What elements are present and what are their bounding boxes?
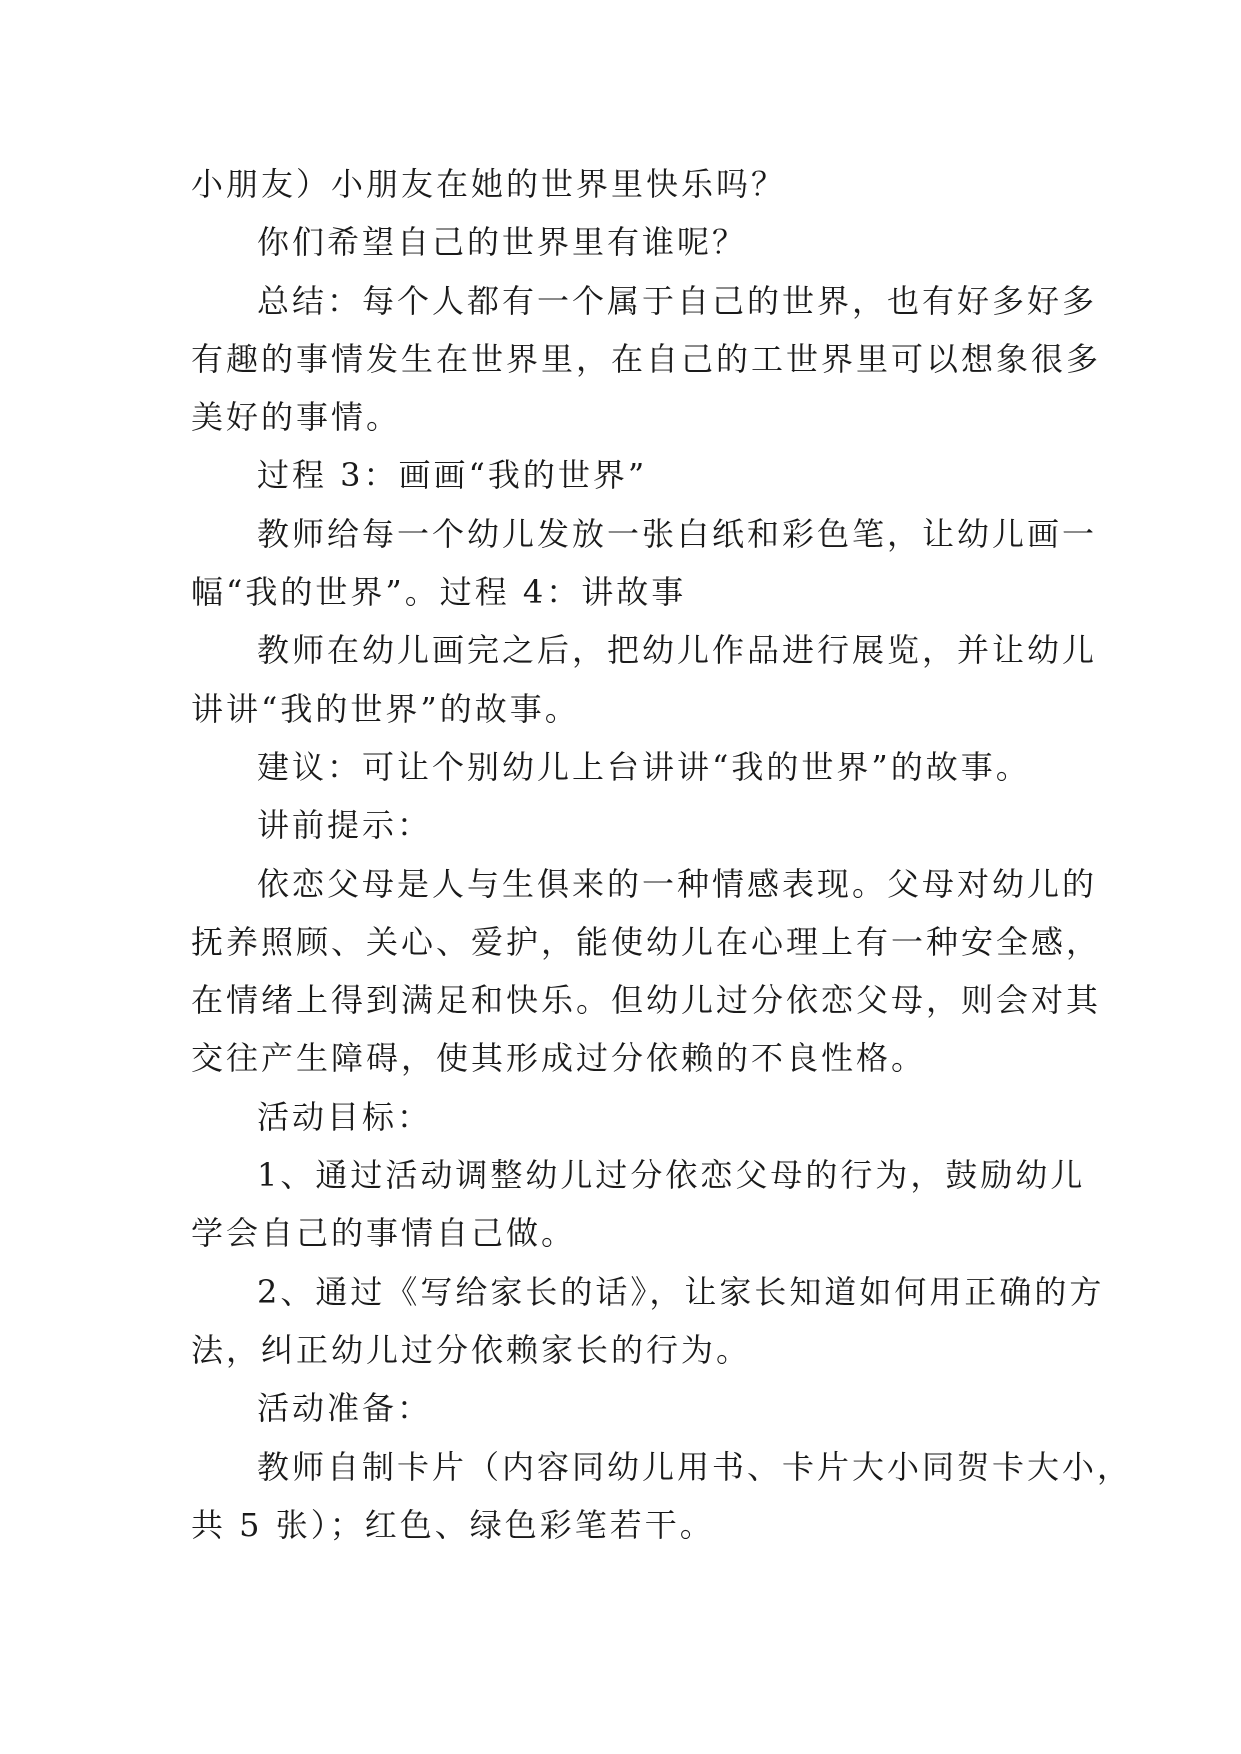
text-line: 教师在幼儿画完之后，把幼儿作品进行展览，并让幼儿: [257, 631, 1098, 670]
text-line: 总结：每个人都有一个属于自己的世界，也有好多好多: [257, 281, 1098, 320]
text-line: 法，纠正幼儿过分依赖家长的行为。: [191, 1330, 752, 1369]
text-line: 共 5 张）；红色、绿色彩笔若干。: [191, 1505, 715, 1544]
section-heading: 活动目标：: [257, 1097, 433, 1136]
text-line: 建议：可让个别幼儿上台讲讲“我的世界”的故事。: [257, 747, 1031, 786]
section-heading: 活动准备：: [257, 1389, 433, 1428]
text-line: 1、通过活动调整幼儿过分依恋父母的行为，鼓励幼儿: [257, 1156, 1086, 1195]
text-line: 教师自制卡片（内容同幼儿用书、卡片大小同贺卡大小，: [257, 1447, 1133, 1486]
document-body: [191, 155, 1133, 1554]
text-line: 幅“我的世界”。过程 4：讲故事: [191, 573, 687, 612]
text-line: 小朋友）小朋友在她的世界里快乐吗？: [191, 165, 787, 203]
section-heading: 过程 3：画画“我的世界”: [257, 456, 648, 495]
text-line: 美好的事情。: [191, 398, 402, 437]
text-line: 教师给每一个幼儿发放一张白纸和彩色笔，让幼儿画一: [257, 514, 1098, 553]
text-line: 抚养照顾、关心、爱护，能使幼儿在心理上有一种安全感，: [191, 922, 1102, 961]
section-heading: 讲前提示：: [257, 806, 433, 845]
text-line: 交往产生障碍，使其形成过分依赖的不良性格。: [191, 1039, 927, 1078]
text-line: 你们希望自己的世界里有谁呢？: [257, 223, 748, 262]
text-line: 在情绪上得到满足和快乐。但幼儿过分依恋父母，则会对其: [191, 981, 1102, 1020]
text-line: 2、通过《写给家长的话》，让家长知道如何用正确的方: [257, 1272, 1105, 1311]
text-line: 讲讲“我的世界”的故事。: [191, 689, 580, 728]
text-line: 学会自己的事情自己做。: [191, 1214, 577, 1253]
text-line: 依恋父母是人与生俱来的一种情感表现。父母对幼儿的: [257, 864, 1098, 903]
text-line: 有趣的事情发生在世界里，在自己的工世界里可以想象很多: [191, 339, 1102, 378]
